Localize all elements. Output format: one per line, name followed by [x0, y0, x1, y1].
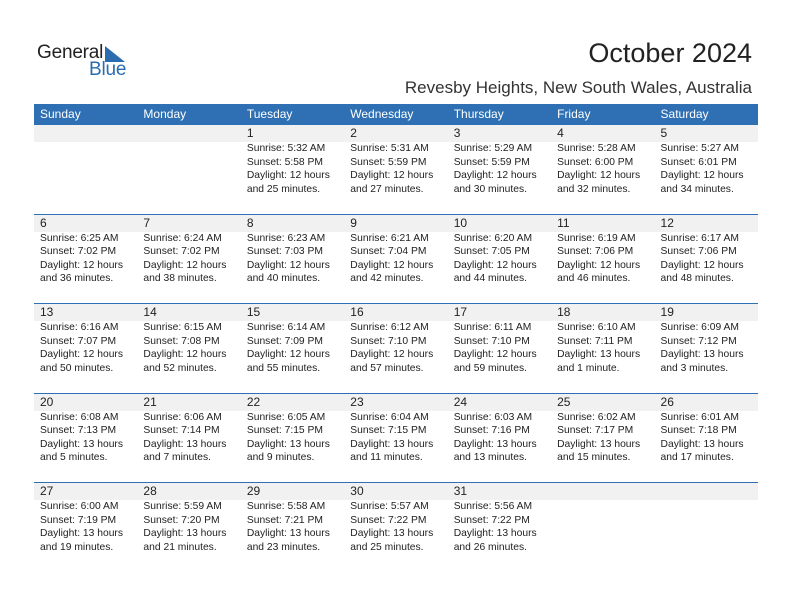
weekday-sunday: Sunday	[40, 107, 81, 121]
day-number: 21	[143, 394, 157, 409]
sunrise-text: Sunrise: 6:15 AM	[143, 322, 222, 333]
sunrise-text: Sunrise: 6:00 AM	[40, 501, 119, 512]
day-number: 25	[557, 394, 571, 409]
sunset-text: Sunset: 5:59 PM	[350, 156, 427, 168]
daylight-minutes-text: and 44 minutes.	[453, 273, 527, 285]
sunrise-text: Sunrise: 6:06 AM	[143, 411, 222, 423]
sunset-text: Sunset: 7:02 PM	[143, 246, 220, 258]
sunset-text: Sunset: 7:11 PM	[557, 335, 633, 347]
daylight-minutes-text: and 13 minutes.	[453, 452, 527, 464]
sunset-text: Sunset: 7:06 PM	[660, 246, 737, 258]
sunrise-text: Sunrise: 6:17 AM	[660, 232, 739, 244]
sunrise-text: Sunrise: 6:02 AM	[557, 411, 636, 423]
daylight-text: Daylight: 12 hours	[246, 349, 330, 361]
daylight-minutes-text: and 34 minutes.	[660, 183, 734, 195]
day-number: 5	[660, 126, 668, 140]
day-cell	[137, 394, 240, 465]
sunrise-text: Sunrise: 6:08 AM	[40, 411, 119, 423]
daylight-text: Daylight: 12 hours	[350, 259, 434, 271]
sunrise-text: Sunrise: 6:12 AM	[350, 322, 429, 333]
daylight-text: Daylight: 12 hours	[40, 259, 123, 271]
day-number: 14	[143, 305, 157, 319]
sunset-text: Sunset: 7:08 PM	[143, 335, 220, 347]
daylight-minutes-text: and 21 minutes.	[143, 541, 217, 553]
week-cells	[34, 215, 758, 286]
daylight-minutes-text: and 19 minutes.	[40, 541, 114, 553]
day-cell	[551, 215, 654, 286]
sunrise-text: Sunrise: 6:19 AM	[557, 232, 636, 244]
daylight-text: Daylight: 12 hours	[143, 349, 227, 361]
daylight-minutes-text: and 5 minutes.	[40, 452, 108, 464]
daylight-text: Daylight: 13 hours	[143, 528, 227, 540]
day-number: 23	[350, 394, 364, 409]
day-number: 8	[246, 215, 254, 230]
daylight-text: Daylight: 12 hours	[557, 259, 641, 271]
day-cell	[344, 304, 447, 375]
daylight-minutes-text: and 1 minute.	[557, 362, 620, 374]
day-cell	[655, 125, 758, 196]
daylight-text: Daylight: 13 hours	[557, 438, 641, 450]
sunset-text: Sunset: 7:05 PM	[453, 246, 530, 258]
sunset-text: Sunset: 6:01 PM	[660, 156, 737, 168]
daylight-text: Daylight: 12 hours	[453, 349, 537, 361]
day-cell	[551, 304, 654, 375]
sunset-text: Sunset: 7:07 PM	[40, 335, 117, 347]
week-row	[34, 393, 758, 483]
sunrise-text: Sunrise: 6:01 AM	[660, 411, 739, 423]
page-title: October 2024	[588, 38, 752, 68]
daylight-text: Daylight: 13 hours	[246, 438, 330, 450]
daylight-minutes-text: and 50 minutes.	[40, 362, 114, 374]
sunrise-text: Sunrise: 6:20 AM	[453, 232, 533, 244]
daylight-minutes-text: and 25 minutes.	[350, 541, 424, 553]
sunrise-text: Sunrise: 5:27 AM	[660, 143, 739, 154]
day-cell	[241, 483, 344, 554]
day-number: 12	[660, 215, 674, 230]
sunset-text: Sunset: 7:20 PM	[143, 514, 220, 526]
daylight-minutes-text: and 46 minutes.	[557, 273, 631, 285]
day-cell	[344, 394, 447, 465]
daylight-minutes-text: and 38 minutes.	[143, 273, 217, 285]
day-number: 17	[453, 305, 468, 319]
day-number: 27	[40, 484, 54, 498]
week-cells	[34, 304, 758, 375]
sunset-text: Sunset: 7:22 PM	[350, 514, 427, 526]
daylight-minutes-text: and 17 minutes.	[660, 452, 734, 464]
sunrise-text: Sunrise: 5:58 AM	[246, 501, 326, 512]
daylight-minutes-text: and 32 minutes.	[557, 183, 631, 195]
daylight-text: Daylight: 12 hours	[453, 259, 537, 271]
day-cell	[551, 125, 654, 196]
weekday-tuesday: Tuesday	[246, 107, 293, 121]
day-cell	[34, 215, 137, 286]
empty-day-cell	[137, 125, 240, 196]
daylight-text: Daylight: 13 hours	[557, 349, 641, 361]
daylight-text: Daylight: 13 hours	[453, 528, 537, 540]
sunrise-text: Sunrise: 6:14 AM	[246, 322, 326, 333]
sunset-text: Sunset: 7:18 PM	[660, 425, 737, 437]
sunset-text: Sunset: 6:00 PM	[557, 156, 634, 168]
sunrise-text: Sunrise: 5:56 AM	[453, 501, 533, 512]
sunset-text: Sunset: 5:59 PM	[453, 156, 530, 168]
daylight-text: Daylight: 13 hours	[246, 528, 330, 540]
sunrise-text: Sunrise: 6:16 AM	[40, 322, 119, 333]
daylight-minutes-text: and 42 minutes.	[350, 273, 424, 285]
sunrise-text: Sunrise: 6:05 AM	[246, 411, 326, 423]
week-cells	[34, 125, 758, 196]
week-row	[34, 303, 758, 393]
daylight-text: Daylight: 13 hours	[453, 438, 537, 450]
sunset-text: Sunset: 7:15 PM	[350, 425, 427, 437]
sunrise-text: Sunrise: 6:03 AM	[453, 411, 533, 423]
weekday-saturday: Saturday	[660, 107, 709, 121]
weekday-thursday: Thursday	[453, 107, 504, 121]
daylight-text: Daylight: 12 hours	[143, 259, 227, 271]
day-cell	[448, 125, 551, 196]
location-subtitle: Revesby Heights, New South Wales, Australia	[404, 78, 752, 97]
day-cell	[551, 394, 654, 465]
sunset-text: Sunset: 7:15 PM	[246, 425, 323, 437]
week-row	[34, 125, 758, 214]
sunrise-text: Sunrise: 5:57 AM	[350, 501, 429, 512]
day-cell	[448, 483, 551, 554]
day-number: 19	[660, 305, 674, 319]
day-cell	[241, 304, 344, 375]
daylight-minutes-text: and 11 minutes.	[350, 452, 423, 464]
day-number: 6	[40, 215, 47, 230]
sunset-text: Sunset: 7:03 PM	[246, 246, 323, 258]
daylight-text: Daylight: 13 hours	[40, 528, 123, 540]
day-cell	[241, 215, 344, 286]
day-cell	[655, 304, 758, 375]
week-row	[34, 214, 758, 304]
day-number: 31	[453, 484, 468, 498]
daylight-minutes-text: and 23 minutes.	[246, 541, 321, 553]
day-cell	[344, 125, 447, 196]
sunrise-text: Sunrise: 6:11 AM	[453, 322, 532, 333]
day-cell	[34, 483, 137, 554]
day-number: 1	[246, 126, 254, 140]
sunrise-text: Sunrise: 6:09 AM	[660, 322, 739, 333]
daylight-minutes-text: and 52 minutes.	[143, 362, 217, 374]
day-number: 20	[40, 394, 54, 409]
daylight-minutes-text: and 26 minutes.	[453, 541, 527, 553]
sunrise-text: Sunrise: 6:04 AM	[350, 411, 429, 423]
weekday-monday: Monday	[143, 107, 187, 121]
day-number: 16	[350, 305, 364, 319]
sunset-text: Sunset: 7:21 PM	[246, 514, 323, 526]
day-number: 24	[453, 394, 468, 409]
day-cell	[655, 215, 758, 286]
sunset-text: Sunset: 7:12 PM	[660, 335, 737, 347]
day-number: 11	[557, 215, 570, 230]
day-number: 29	[246, 484, 261, 498]
sunset-text: Sunset: 7:19 PM	[40, 514, 117, 526]
day-cell	[241, 394, 344, 465]
day-number: 10	[453, 215, 468, 230]
day-cell	[34, 304, 137, 375]
day-number: 7	[143, 215, 151, 230]
daylight-text: Daylight: 13 hours	[660, 438, 744, 450]
day-cell	[448, 304, 551, 375]
daylight-minutes-text: and 36 minutes.	[40, 273, 114, 285]
daylight-text: Daylight: 12 hours	[660, 259, 744, 271]
sunset-text: Sunset: 7:14 PM	[143, 425, 220, 437]
daylight-minutes-text: and 25 minutes.	[246, 183, 321, 195]
daylight-text: Daylight: 12 hours	[350, 349, 434, 361]
daylight-minutes-text: and 40 minutes.	[246, 273, 321, 285]
day-number: 30	[350, 484, 364, 498]
daylight-minutes-text: and 48 minutes.	[660, 273, 734, 285]
sunrise-text: Sunrise: 6:21 AM	[350, 232, 429, 244]
daylight-text: Daylight: 13 hours	[350, 528, 434, 540]
day-number: 22	[246, 394, 261, 409]
daylight-text: Daylight: 13 hours	[350, 438, 434, 450]
sunrise-text: Sunrise: 5:31 AM	[350, 143, 429, 154]
day-number: 13	[40, 305, 54, 319]
daylight-text: Daylight: 13 hours	[40, 438, 123, 450]
sunset-text: Sunset: 7:22 PM	[453, 514, 530, 526]
sunset-text: Sunset: 7:10 PM	[350, 335, 427, 347]
week-cells	[34, 483, 758, 554]
day-cell	[448, 394, 551, 465]
day-number: 3	[453, 126, 461, 140]
sunset-text: Sunset: 7:09 PM	[246, 335, 323, 347]
sunrise-text: Sunrise: 6:25 AM	[40, 232, 119, 244]
week-row	[34, 482, 758, 572]
day-number: 2	[350, 126, 357, 140]
sunrise-text: Sunrise: 5:29 AM	[453, 143, 533, 154]
week-cells	[34, 394, 758, 465]
sunrise-text: Sunrise: 6:23 AM	[246, 232, 326, 244]
sunrise-text: Sunrise: 5:59 AM	[143, 501, 222, 512]
sunrise-text: Sunrise: 5:28 AM	[557, 143, 636, 154]
daylight-text: Daylight: 12 hours	[350, 170, 434, 182]
day-number: 4	[557, 126, 564, 140]
empty-day-cell	[655, 483, 758, 554]
empty-day-cell	[551, 483, 654, 554]
daylight-text: Daylight: 12 hours	[453, 170, 537, 182]
day-cell	[34, 394, 137, 465]
sunrise-text: Sunrise: 6:10 AM	[557, 322, 636, 333]
day-number: 9	[350, 215, 357, 230]
sunset-text: Sunset: 7:17 PM	[557, 425, 634, 437]
daylight-minutes-text: and 27 minutes.	[350, 183, 424, 195]
day-cell	[344, 215, 447, 286]
day-number: 18	[557, 305, 571, 319]
day-cell	[241, 125, 344, 196]
daylight-minutes-text: and 59 minutes.	[453, 362, 527, 374]
day-number: 26	[660, 394, 674, 409]
sunset-text: Sunset: 7:04 PM	[350, 246, 427, 258]
daylight-text: Daylight: 12 hours	[246, 170, 330, 182]
calendar-grid	[34, 104, 758, 572]
sunset-text: Sunset: 7:16 PM	[453, 425, 530, 437]
daylight-minutes-text: and 9 minutes.	[246, 452, 315, 464]
day-number: 15	[246, 305, 261, 319]
day-cell	[448, 215, 551, 286]
day-number: 28	[143, 484, 157, 498]
daylight-text: Daylight: 12 hours	[660, 170, 744, 182]
daylight-text: Daylight: 13 hours	[660, 349, 744, 361]
logo	[37, 42, 137, 82]
sunset-text: Sunset: 7:02 PM	[40, 246, 117, 258]
daylight-minutes-text: and 15 minutes.	[557, 452, 631, 464]
sunrise-text: Sunrise: 6:24 AM	[143, 232, 222, 244]
weeks-container	[34, 125, 758, 572]
day-cell	[137, 483, 240, 554]
sunset-text: Sunset: 5:58 PM	[246, 156, 323, 168]
daylight-minutes-text: and 7 minutes.	[143, 452, 211, 464]
day-cell	[655, 394, 758, 465]
day-cell	[137, 215, 240, 286]
daylight-minutes-text: and 3 minutes.	[660, 362, 729, 374]
daylight-text: Daylight: 12 hours	[40, 349, 123, 361]
weekday-friday: Friday	[557, 107, 591, 121]
daylight-minutes-text: and 57 minutes.	[350, 362, 424, 374]
sunrise-text: Sunrise: 5:32 AM	[246, 143, 326, 154]
daylight-text: Daylight: 12 hours	[557, 170, 641, 182]
empty-day-cell	[34, 125, 137, 196]
sunset-text: Sunset: 7:06 PM	[557, 246, 634, 258]
weekday-wednesday: Wednesday	[350, 107, 414, 121]
logo-text-general: General	[37, 42, 104, 63]
sunset-text: Sunset: 7:10 PM	[453, 335, 530, 347]
day-cell	[344, 483, 447, 554]
daylight-minutes-text: and 55 minutes.	[246, 362, 321, 374]
day-cell	[137, 304, 240, 375]
sunset-text: Sunset: 7:13 PM	[40, 425, 117, 437]
daylight-minutes-text: and 30 minutes.	[453, 183, 527, 195]
daylight-text: Daylight: 13 hours	[143, 438, 227, 450]
logo-text-blue: Blue	[89, 59, 127, 80]
daylight-text: Daylight: 12 hours	[246, 259, 330, 271]
weekday-header	[34, 104, 758, 125]
